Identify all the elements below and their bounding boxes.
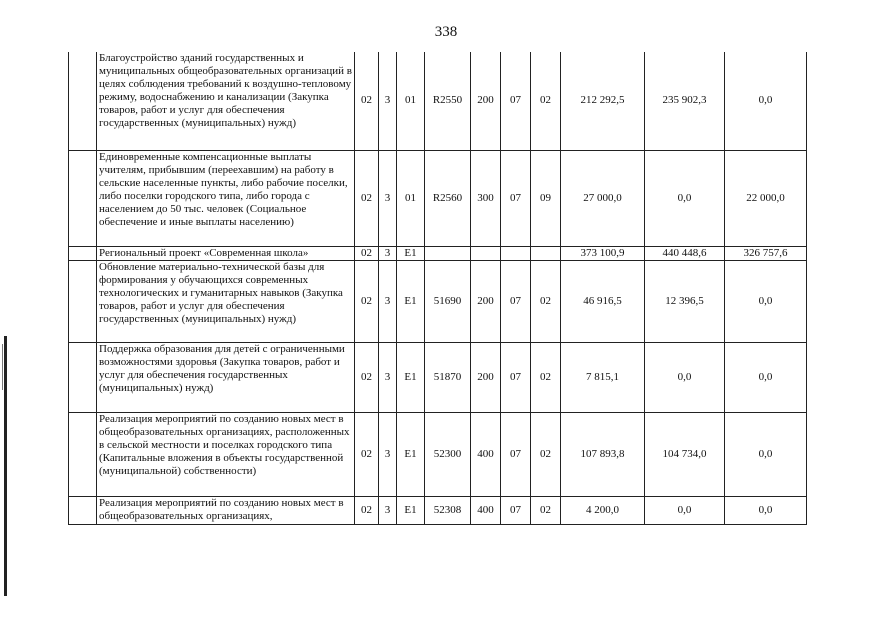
empty-cell — [69, 342, 97, 412]
item-name: Региональный проект «Современная школа» — [97, 246, 355, 260]
amount-year-1: 27 000,0 — [561, 150, 645, 246]
amount-year-1: 373 100,9 — [561, 246, 645, 260]
subsection: 09 — [531, 150, 561, 246]
amount-year-3: 326 757,6 — [725, 246, 807, 260]
target-code — [425, 246, 471, 260]
code-1: 02 — [355, 260, 379, 342]
empty-cell — [69, 496, 97, 524]
amount-year-3: 0,0 — [725, 342, 807, 412]
amount-year-2: 0,0 — [645, 342, 725, 412]
empty-cell — [69, 412, 97, 496]
code-2: 3 — [379, 246, 397, 260]
amount-year-3: 0,0 — [725, 412, 807, 496]
section: 07 — [501, 412, 531, 496]
expense-type: 400 — [471, 496, 501, 524]
amount-year-2: 12 396,5 — [645, 260, 725, 342]
code-1: 02 — [355, 342, 379, 412]
code-3: E1 — [397, 260, 425, 342]
amount-year-2: 0,0 — [645, 150, 725, 246]
target-code: 52308 — [425, 496, 471, 524]
code-1: 02 — [355, 496, 379, 524]
empty-cell — [69, 246, 97, 260]
subsection: 02 — [531, 496, 561, 524]
target-code: 51870 — [425, 342, 471, 412]
code-1: 02 — [355, 52, 379, 150]
code-3: E1 — [397, 246, 425, 260]
target-code: R2550 — [425, 52, 471, 150]
table-row — [69, 52, 807, 150]
table-row — [69, 260, 807, 342]
code-2: 3 — [379, 52, 397, 150]
expense-type: 400 — [471, 412, 501, 496]
amount-year-1: 107 893,8 — [561, 412, 645, 496]
code-3: 01 — [397, 52, 425, 150]
empty-cell — [69, 52, 97, 150]
target-code: R2560 — [425, 150, 471, 246]
subsection: 02 — [531, 260, 561, 342]
amount-year-2: 104 734,0 — [645, 412, 725, 496]
expense-type: 200 — [471, 260, 501, 342]
table-row — [69, 496, 807, 524]
expense-type — [471, 246, 501, 260]
expense-type: 300 — [471, 150, 501, 246]
code-3: E1 — [397, 342, 425, 412]
amount-year-1: 212 292,5 — [561, 52, 645, 150]
amount-year-2: 0,0 — [645, 496, 725, 524]
amount-year-3: 0,0 — [725, 52, 807, 150]
budget-table — [68, 52, 807, 525]
amount-year-1: 46 916,5 — [561, 260, 645, 342]
code-3: E1 — [397, 496, 425, 524]
table-row — [69, 342, 807, 412]
amount-year-3: 0,0 — [725, 260, 807, 342]
code-2: 3 — [379, 496, 397, 524]
amount-year-3: 22 000,0 — [725, 150, 807, 246]
target-code: 52300 — [425, 412, 471, 496]
amount-year-1: 4 200,0 — [561, 496, 645, 524]
amount-year-1: 7 815,1 — [561, 342, 645, 412]
subsection: 02 — [531, 52, 561, 150]
expense-type: 200 — [471, 52, 501, 150]
subsection — [531, 246, 561, 260]
expense-type: 200 — [471, 342, 501, 412]
section — [501, 246, 531, 260]
item-name: Единовременные компенсационные выплаты учителям, прибывшим (переехавшим) на работу в сельские населенные пункты, либо рабочие поселки, либо поселки городского типа, либо города с населением до 50 тыс. человек (Социальное обеспечение и иные выплаты населению) — [97, 150, 355, 246]
empty-cell — [69, 150, 97, 246]
item-name: Реализация мероприятий по созданию новых мест в общеобразовательных организациях, — [97, 496, 355, 524]
table-row — [69, 150, 807, 246]
target-code: 51690 — [425, 260, 471, 342]
item-name: Благоустройство зданий государственных и муниципальных общеобразовательных организаций в целях соблюдения требований к воздушно-тепловому режиму, водоснабжению и канализации (Закупка товаров, работ и услуг для обеспечения государственных (муниципальных) нужд) — [97, 52, 355, 150]
code-2: 3 — [379, 150, 397, 246]
code-1: 02 — [355, 412, 379, 496]
code-3: E1 — [397, 412, 425, 496]
table-row — [69, 412, 807, 496]
section: 07 — [501, 496, 531, 524]
subsection: 02 — [531, 342, 561, 412]
code-1: 02 — [355, 150, 379, 246]
table-body — [69, 52, 807, 524]
code-2: 3 — [379, 342, 397, 412]
item-name: Обновление материально-технической базы для формирования у обучающихся современных технологических и гуманитарных навыков (Закупка товаров, работ и услуг для обеспечения государственных (муниципальных) нужд) — [97, 260, 355, 342]
subsection: 02 — [531, 412, 561, 496]
section: 07 — [501, 342, 531, 412]
code-2: 3 — [379, 412, 397, 496]
code-2: 3 — [379, 260, 397, 342]
scan-edge-mark — [2, 344, 3, 390]
scan-edge-bar — [4, 336, 7, 596]
page-number: 338 — [434, 24, 458, 40]
amount-year-2: 440 448,6 — [645, 246, 725, 260]
code-3: 01 — [397, 150, 425, 246]
item-name: Реализация мероприятий по созданию новых мест в общеобразовательных организациях, расположенных в сельской местности и поселках городского типа (Капитальные вложения в объекты государственной (муниципальной) собственности) — [97, 412, 355, 496]
section: 07 — [501, 150, 531, 246]
amount-year-3: 0,0 — [725, 496, 807, 524]
item-name: Поддержка образования для детей с ограниченными возможностями здоровья (Закупка товаров, работ и услуг для обеспечения государственных (муниципальных) нужд) — [97, 342, 355, 412]
section: 07 — [501, 260, 531, 342]
amount-year-2: 235 902,3 — [645, 52, 725, 150]
section: 07 — [501, 52, 531, 150]
table-row — [69, 246, 807, 260]
empty-cell — [69, 260, 97, 342]
code-1: 02 — [355, 246, 379, 260]
